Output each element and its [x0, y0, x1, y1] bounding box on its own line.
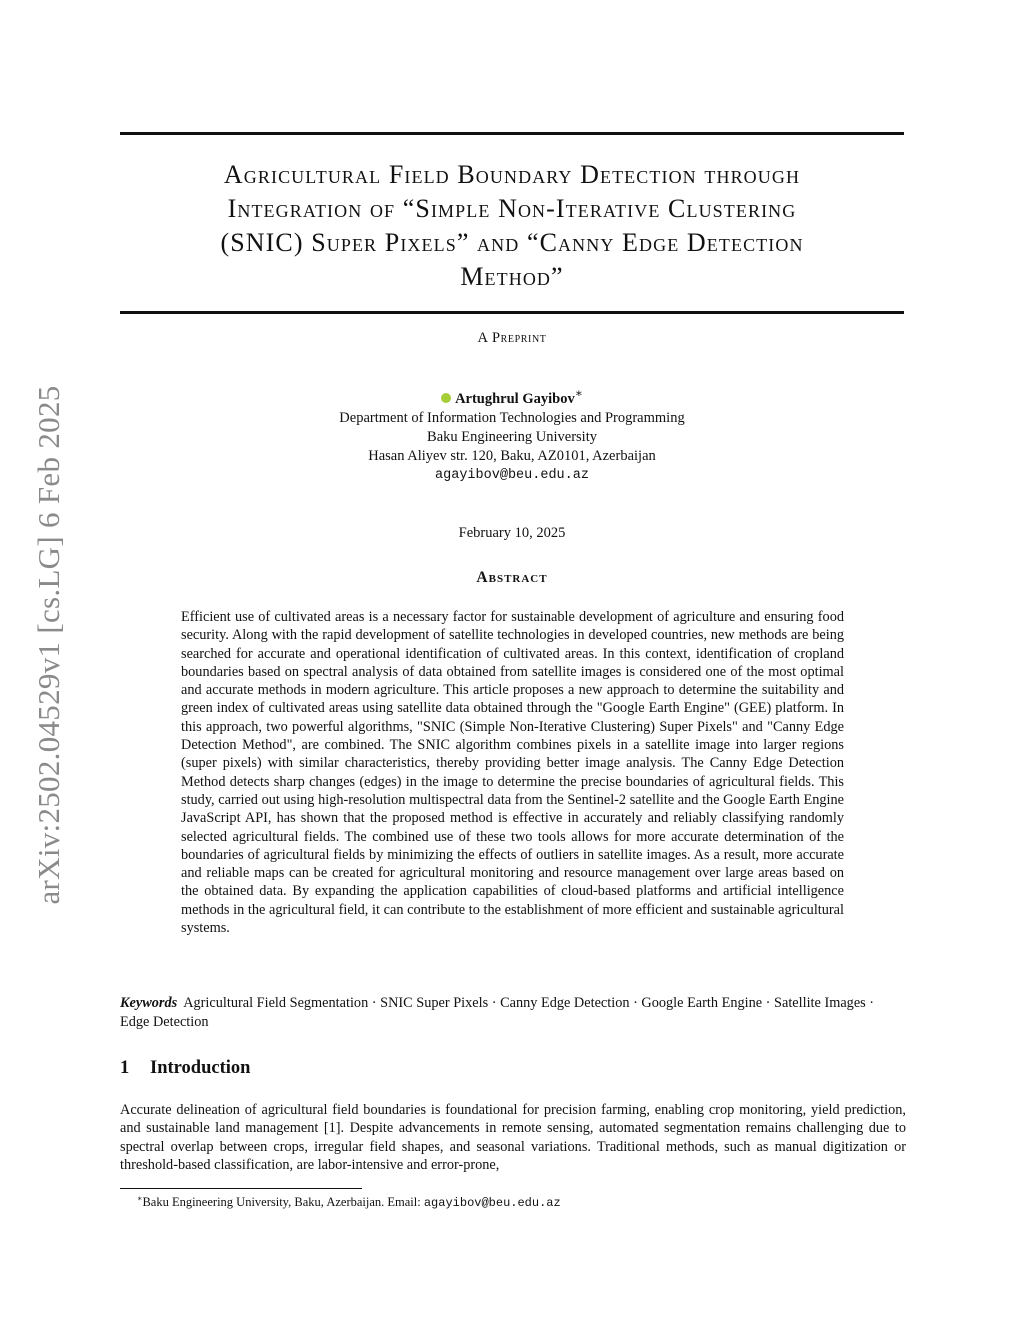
keywords-label: Keywords	[120, 995, 178, 1011]
footnote	[137, 1191, 561, 1211]
paper-title	[120, 158, 904, 294]
title-line-2: Integration of “Simple Non-Iterative Clustering	[227, 194, 797, 223]
author-line	[120, 384, 904, 409]
title-line-1: Agricultural Field Boundary Detection through	[223, 160, 801, 189]
section-title: Introduction	[150, 1058, 251, 1078]
author-university: Baku Engineering University	[427, 428, 597, 445]
preprint-label: A Preprint	[477, 330, 547, 346]
title-line-4: Method”	[460, 262, 564, 291]
author-address: Hasan Aliyev str. 120, Baku, AZ0101, Azerbaijan	[368, 447, 656, 464]
keywords-text: Agricultural Field Segmentation · SNIC Super Pixels · Canny Edge Detection · Google Earth Engine · Satellite Images · Edge Detection	[120, 995, 875, 1030]
abstract-heading: Abstract	[476, 569, 548, 586]
title-line-3: (SNIC) Super Pixels” and “Canny Edge Detection	[220, 228, 804, 257]
footnote-text: Baku Engineering University, Baku, Azerbaijan. Email:	[142, 1195, 424, 1210]
author-name: Artughrul Gayibov	[455, 390, 575, 407]
section-heading-introduction	[120, 1058, 250, 1079]
footnote-marker: ∗	[137, 1194, 143, 1203]
author-block	[120, 384, 904, 485]
bottom-title-rule	[120, 311, 904, 314]
footnote-rule	[120, 1188, 362, 1189]
keywords	[120, 994, 904, 1031]
introduction-text: Accurate delineation of agricultural field boundaries is foundational for precision farming, enabling crop monitoring, yield prediction, and sustainable land management [1]. Despite advancements in remote sensing, automated segmentation remains challenging due to spectral overlap between crops, irregular field shapes, and seasonal variations. Traditional methods, such as manual digitization or threshold-based classification, are labor-intensive and error-prone,	[120, 1102, 906, 1173]
author-department: Department of Information Technologies and Programming	[339, 409, 685, 426]
arxiv-sidebar-stamp: arXiv:2502.04529v1 [cs.LG] 6 Feb 2025	[31, 385, 66, 905]
section-number: 1	[120, 1058, 130, 1078]
top-rule	[120, 132, 904, 135]
abstract-text: Efficient use of cultivated areas is a necessary factor for sustainable development of agriculture and ensuring food security. Along with the rapid development of satellite technologies in developed countries, new methods are being searched for accurate and operational identification of cultivated areas. In this context, identification of cropland boundaries based on spectral analysis of data obtained from satellite images is considered one of the most optimal and accurate methods in modern agriculture. This article proposes a new approach to determine the suitability and green index of cultivated areas using satellite data obtained through the "Google Earth Engine" (GEE) platform. In this approach, two powerful algorithms, "SNIC (Simple Non-Iterative Clustering) Super Pixels" and "Canny Edge Detection Method", are combined. The SNIC algorithm combines pixels in a satellite image into larger regions (super pixels) with similar characteristics, thereby providing better image analysis. The Canny Edge Detection Method detects sharp changes (edges) in the image to determine the precise boundaries of agricultural fields. This study, carried out using high-resolution multispectral data from the Sentinel-2 satellite and the Google Earth Engine JavaScript API, has shown that the proposed method is effective in accurately and reliably classifying randomly selected agricultural fields. The combined use of these two tools allows for more accurate determination of the boundaries of agricultural fields by minimizing the effects of outliers in satellite images. As a result, more accurate and reliable maps can be created for agricultural monitoring and resource management over large areas based on the obtained data. By expanding the application capabilities of cloud-based platforms and artificial intelligence methods in the agricultural field, it can contribute to the establishment of more efficient and sustainable agricultural systems.	[181, 609, 844, 937]
author-email[interactable]: agayibov@beu.edu.az	[435, 467, 589, 483]
footnote-email[interactable]: agayibov@beu.edu.az	[423, 1196, 561, 1211]
author-footnote-marker[interactable]: ∗	[574, 386, 583, 400]
orcid-icon[interactable]	[441, 393, 451, 403]
paper-date: February 10, 2025	[458, 525, 566, 541]
